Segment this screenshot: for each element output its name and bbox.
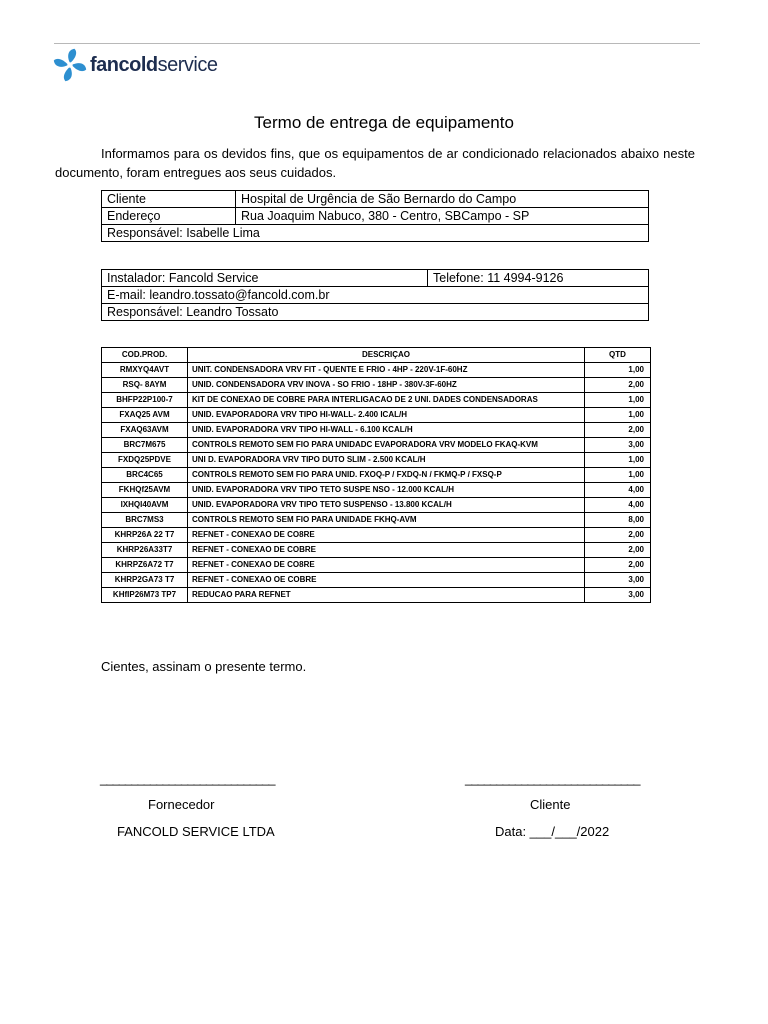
supplier-company: FANCOLD SERVICE LTDA	[117, 824, 275, 839]
equipment-header-row	[102, 348, 651, 363]
product-quantity: 1,00	[585, 393, 651, 408]
product-quantity: 1,00	[585, 468, 651, 483]
product-code: BRC4C65	[102, 468, 188, 483]
intro-paragraph: Informamos para os devidos fins, que os equipamentos de ar condicionado relacionados abaixo neste documento, foram entregues aos seus cuidados.	[55, 146, 695, 180]
equipment-row	[102, 558, 651, 573]
product-code: KHRP2GA73 T7	[102, 573, 188, 588]
product-code: RSQ- 8AYM	[102, 378, 188, 393]
product-description: UNID. EVAPORADORA VRV TIPO TETO SUSPE NSO - 12.000 KCAL/H	[188, 483, 585, 498]
client-info-table	[101, 190, 649, 242]
client-label: Cliente	[102, 191, 236, 208]
equipment-row	[102, 453, 651, 468]
product-code: KHfIP26M73 TP7	[102, 588, 188, 603]
product-description: CONTROLS REMOTO SEM FIO PARA UNIDADC EVAPORADORA VRV MODELO FKAQ-KVM	[188, 438, 585, 453]
product-quantity: 4,00	[585, 483, 651, 498]
equipment-row	[102, 498, 651, 513]
product-quantity: 2,00	[585, 558, 651, 573]
product-code: BRC7MS3	[102, 513, 188, 528]
installer-phone: Telefone: 11 4994-9126	[428, 270, 649, 287]
product-description: CONTROLS REMOTO SEM FIO PARA UNIDADE FKHQ-AVM	[188, 513, 585, 528]
product-code: IXHQI40AVM	[102, 498, 188, 513]
equipment-row	[102, 573, 651, 588]
closing-statement: Cientes, assinam o presente termo.	[101, 659, 307, 674]
product-description: UNI D. EVAPORADORA VRV TIPO DUTO SLIM - 2.500 KCAL/H	[188, 453, 585, 468]
product-description: UNID. EVAPORADORA VRV TIPO TETO SUSPENSO - 13.800 KCAL/H	[188, 498, 585, 513]
date-field: Data: ___/___/2022	[495, 824, 610, 839]
product-quantity: 8,00	[585, 513, 651, 528]
equipment-row	[102, 543, 651, 558]
product-description: REFNET - CONEXAO DE CO8RE	[188, 528, 585, 543]
product-code: FXAQ25 AVM	[102, 408, 188, 423]
equipment-row	[102, 408, 651, 423]
equipment-row	[102, 393, 651, 408]
product-quantity: 3,00	[585, 438, 651, 453]
product-description: UNID. EVAPORADORA VRV TIPO HI-WALL- 2.400 ICAL/H	[188, 408, 585, 423]
product-quantity: 2,00	[585, 528, 651, 543]
installer-info-table	[101, 269, 649, 321]
product-quantity: 1,00	[585, 363, 651, 378]
company-logo	[52, 46, 217, 84]
product-code: FXDQ25PDVE	[102, 453, 188, 468]
col-header-description: DESCRIÇAO	[188, 348, 585, 363]
document-title: Termo de entrega de equipamento	[254, 113, 514, 132]
installer-name: Instalador: Fancold Service	[102, 270, 428, 287]
product-description: CONTROLS REMOTO SEM FIO PARA UNID. FXOQ-P / FXDQ-N / FKMQ-P / FXSQ-P	[188, 468, 585, 483]
product-code: KHRP26A 22 T7	[102, 528, 188, 543]
product-description: UNIT. CONDENSADORA VRV FIT - QUENTE E FRIO - 4HP - 220V-1F-60HZ	[188, 363, 585, 378]
product-quantity: 2,00	[585, 378, 651, 393]
product-code: KHRP26A33T7	[102, 543, 188, 558]
product-quantity: 1,00	[585, 408, 651, 423]
client-label-signature: Cliente	[530, 797, 571, 812]
product-description: REDUCAO PARA REFNET	[188, 588, 585, 603]
equipment-row	[102, 378, 651, 393]
equipment-row	[102, 588, 651, 603]
product-quantity: 2,00	[585, 423, 651, 438]
equipment-row	[102, 528, 651, 543]
product-description: REFNET - CONEXAO DE CO8RE	[188, 558, 585, 573]
client-responsible: Responsável: Isabelle Lima	[102, 225, 649, 242]
supplier-label: Fornecedor	[148, 797, 215, 812]
installer-responsible: Responsável: Leandro Tossato	[102, 304, 649, 321]
supplier-signature-line: ____________________________	[100, 771, 275, 786]
equipment-row	[102, 423, 651, 438]
product-code: FKHQf25AVM	[102, 483, 188, 498]
product-description: KIT DE CONEXAO DE COBRE PARA INTERLIGACAO DE 2 UNI. DADES CONDENSADORAS	[188, 393, 585, 408]
header-divider	[54, 43, 700, 44]
equipment-row	[102, 483, 651, 498]
email-row	[102, 287, 649, 304]
address-row	[102, 208, 649, 225]
product-code: FXAQ63AVM	[102, 423, 188, 438]
address-label: Endereço	[102, 208, 236, 225]
client-signature-line: ____________________________	[465, 771, 640, 786]
product-quantity: 4,00	[585, 498, 651, 513]
product-quantity: 1,00	[585, 453, 651, 468]
col-header-code: COD.PROD.	[102, 348, 188, 363]
col-header-quantity: QTD	[585, 348, 651, 363]
product-quantity: 3,00	[585, 588, 651, 603]
product-code: KHRPZ6A72 T7	[102, 558, 188, 573]
installer-responsible-row	[102, 304, 649, 321]
client-row	[102, 191, 649, 208]
equipment-row	[102, 363, 651, 378]
product-code: BHFP22P100-7	[102, 393, 188, 408]
product-description: UNID. CONDENSADORA VRV INOVA - SO FRIO - 18HP - 380V-3F-60HZ	[188, 378, 585, 393]
equipment-table	[101, 347, 651, 603]
product-code: BRC7M675	[102, 438, 188, 453]
brand-name: fancoldservice	[90, 53, 218, 76]
product-description: REFNET - CONEXAO DE COBRE	[188, 543, 585, 558]
equipment-row	[102, 513, 651, 528]
product-quantity: 2,00	[585, 543, 651, 558]
equipment-row	[102, 468, 651, 483]
client-value: Hospital de Urgência de São Bernardo do Campo	[236, 191, 649, 208]
product-code: RMXYQ4AVT	[102, 363, 188, 378]
equipment-row	[102, 438, 651, 453]
installer-row	[102, 270, 649, 287]
client-responsible-row	[102, 225, 649, 242]
product-quantity: 3,00	[585, 573, 651, 588]
product-description: REFNET - CONEXAO OE COBRE	[188, 573, 585, 588]
fan-icon	[52, 47, 88, 83]
product-description: UNID. EVAPORADORA VRV TIPO HI-WALL - 6.100 KCAL/H	[188, 423, 585, 438]
address-value: Rua Joaquim Nabuco, 380 - Centro, SBCampo - SP	[236, 208, 649, 225]
installer-email: E-mail: leandro.tossato@fancold.com.br	[102, 287, 649, 304]
